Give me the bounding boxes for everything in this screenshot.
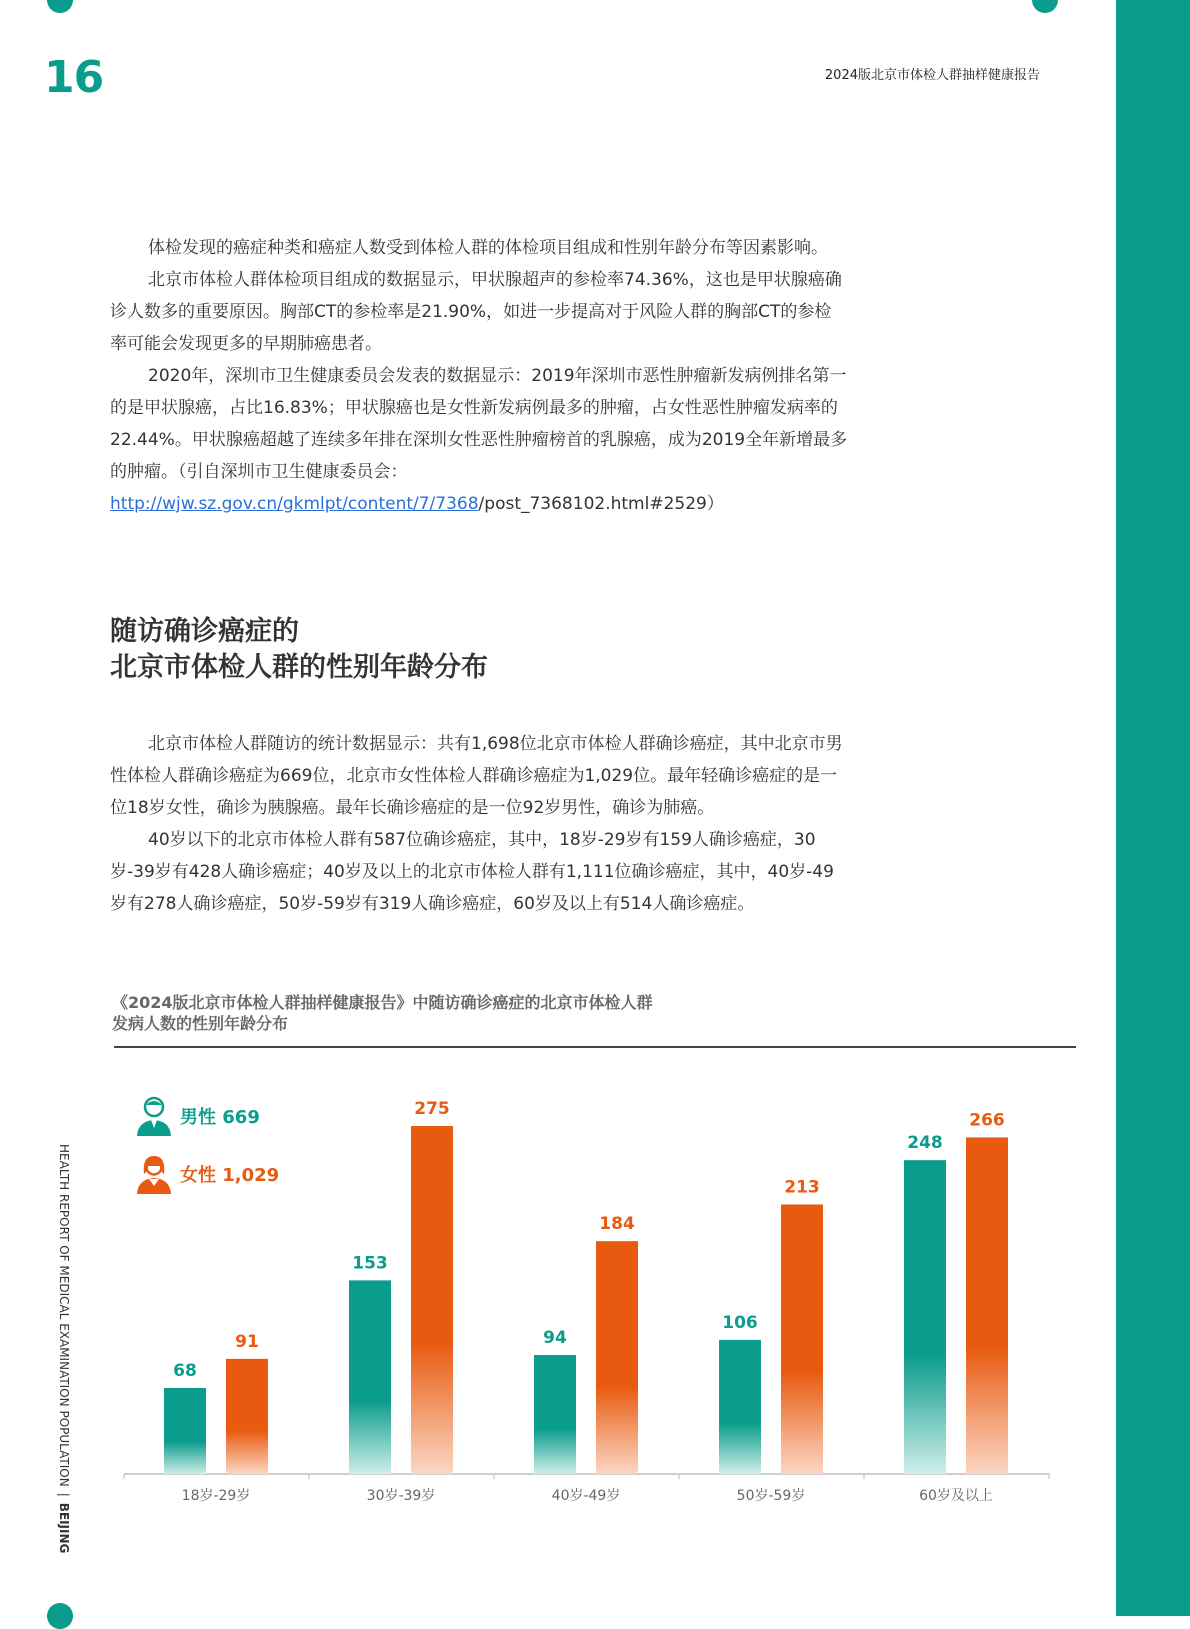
- chart-title-line-1: 《2024版北京市体检人群抽样健康报告》中随访确诊癌症的北京市体检人群: [112, 993, 653, 1012]
- legend-female-label: 女性 1,029: [180, 1165, 280, 1186]
- chart-legend: [134, 1094, 279, 1210]
- side-band: [1116, 0, 1190, 1616]
- section-title-line-2: 北京市体检人群的性别年龄分布: [110, 652, 488, 683]
- intro-paragraph-1: 体检发现的癌症种类和癌症人数受到体检人群的体检项目组成和性别年龄分布等因素影响。: [148, 238, 828, 258]
- bar-male: [719, 1340, 761, 1474]
- corner-dot-top-left: [47, 0, 73, 13]
- intro-text: [110, 232, 848, 520]
- side-text-separator: |: [57, 1492, 71, 1497]
- bar-value-label: 68: [173, 1360, 197, 1381]
- source-link[interactable]: http://wjw.sz.gov.cn/gkmlpt/content/7/7368: [110, 494, 479, 514]
- bar-male: [904, 1160, 946, 1474]
- page-number: 16: [44, 52, 104, 103]
- bar-value-label: 275: [414, 1099, 450, 1119]
- x-tick-label: 50岁-59岁: [736, 1488, 806, 1504]
- x-tick-label: 30岁-39岁: [366, 1488, 436, 1504]
- intro-paragraph-3-text: 2020年，深圳市卫生健康委员会发表的数据显示：2019年深圳市恶性肿瘤新发病例排名第一的是甲状腺癌，占比16.83%；甲状腺癌也是女性新发病例最多的肿瘤，占女性恶性肿瘤发病率的22.44%。甲状腺癌超越了连续多年排在深圳女性恶性肿瘤榜首的乳腺癌，成为2019全年新增最多的肿瘤。（引自深圳市卫生健康委员会：: [110, 366, 848, 482]
- x-tick-label: 40岁-49岁: [551, 1488, 621, 1504]
- side-text-city: BEIJING: [57, 1502, 71, 1554]
- bar-male: [534, 1355, 576, 1474]
- bar-value-label: 94: [543, 1328, 567, 1349]
- bar-female: [411, 1126, 453, 1474]
- corner-dot-top-right: [1032, 0, 1058, 13]
- source-link-tail: /post_7368102.html#2529）: [478, 494, 724, 514]
- bar-value-label: 266: [969, 1110, 1005, 1131]
- section-paragraph-1: 北京市体检人群随访的统计数据显示：共有1,698位北京市体检人群确诊癌症，其中北京市男性体检人群确诊癌症为669位，北京市女性体检人群确诊癌症为1,029位。最年轻确诊癌症的是一位18岁女性，确诊为胰腺癌。最年长确诊癌症的是一位92岁男性，确诊为肺癌。: [110, 734, 843, 818]
- bar-male: [164, 1388, 206, 1474]
- bar-value-label: 153: [352, 1253, 388, 1274]
- x-tick-label: 60岁及以上: [919, 1488, 993, 1504]
- intro-paragraph-2: 北京市体检人群体检项目组成的数据显示，甲状腺超声的参检率74.36%，这也是甲状腺癌确诊人数多的重要原因。胸部CT的参检率是21.90%，如进一步提高对于风险人群的胸部CT的参检率可能会发现更多的早期肺癌患者。: [110, 270, 842, 354]
- section-title: [110, 614, 488, 686]
- bar-value-label: 184: [599, 1214, 635, 1235]
- bar-female: [596, 1241, 638, 1474]
- legend-male: [134, 1094, 279, 1138]
- female-person-icon: [134, 1152, 174, 1196]
- bar-male: [349, 1280, 391, 1474]
- bar-female: [226, 1359, 268, 1474]
- side-text-english: HEALTH REPORT OF MEDICAL EXAMINATION POPULATION: [57, 1144, 71, 1487]
- bar-value-label: 91: [235, 1331, 259, 1352]
- bar-female: [781, 1204, 823, 1474]
- legend-male-label: 男性 669: [180, 1107, 260, 1128]
- bar-female: [966, 1137, 1008, 1474]
- legend-female: [134, 1152, 279, 1196]
- x-tick-label: 18岁-29岁: [181, 1488, 251, 1504]
- side-vertical-text: [55, 1144, 71, 1554]
- bar-value-label: 106: [722, 1312, 758, 1333]
- chart-title-line-2: 发病人数的性别年龄分布: [112, 1014, 289, 1033]
- male-person-icon: [134, 1094, 174, 1138]
- section-text: [110, 728, 848, 920]
- bar-value-label: 213: [784, 1177, 820, 1198]
- section-paragraph-2: 40岁以下的北京市体检人群有587位确诊癌症，其中，18岁-29岁有159人确诊癌症，30岁-39岁有428人确诊癌症；40岁及以上的北京市体检人群有1,111位确诊癌症，其中，40岁-49岁有278人确诊癌症，50岁-59岁有319人确诊癌症，60岁及以上有514人确诊癌症。: [110, 830, 834, 914]
- intro-paragraph-3: [110, 360, 848, 520]
- header-title: 2024版北京市体检人群抽样健康报告: [824, 68, 1040, 83]
- corner-dot-bottom-left: [47, 1603, 73, 1629]
- section-title-line-1: 随访确诊癌症的: [110, 616, 299, 647]
- chart-title: [112, 992, 653, 1034]
- bar-value-label: 248: [907, 1133, 943, 1154]
- chart-title-rule: [114, 1046, 1076, 1048]
